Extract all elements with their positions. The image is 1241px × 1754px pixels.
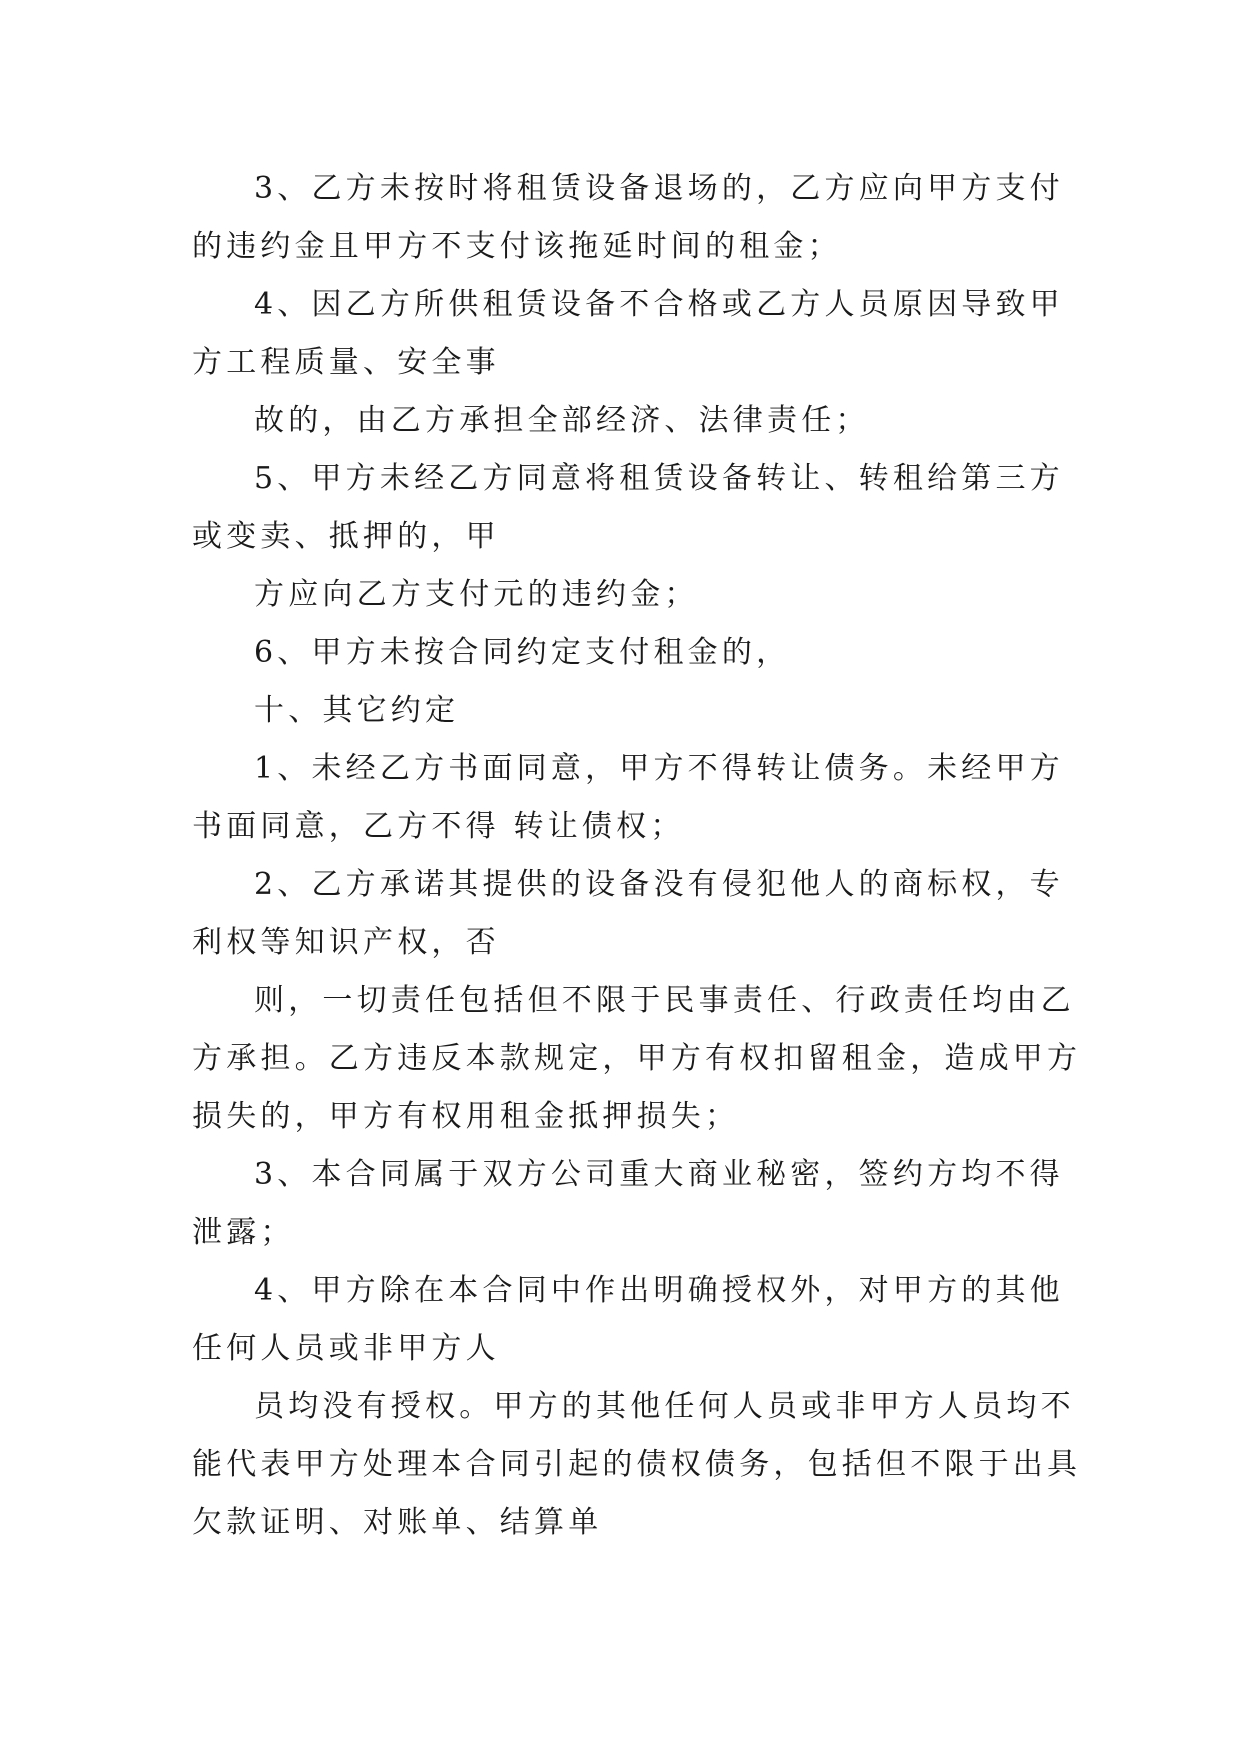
text-line: 的违约金且甲方不支付该拖延时间的租金；	[192, 229, 842, 264]
text-line: 方工程质量、安全事	[192, 345, 500, 380]
text-line: 4、甲方除在本合同中作出明确授权外，对甲方的其他	[254, 1273, 1064, 1308]
text-line: 书面同意，乙方不得 转让债权；	[192, 809, 685, 844]
text-line: 则，一切责任包括但不限于民事责任、行政责任均由乙	[254, 983, 1075, 1018]
text-line: 欠款证明、对账单、结算单	[192, 1505, 603, 1540]
text-line: 方承担。乙方违反本款规定，甲方有权扣留租金，造成甲方	[192, 1041, 1082, 1076]
text-line: 3、乙方未按时将租赁设备退场的，乙方应向甲方支付	[254, 171, 1064, 206]
text-line: 故的，由乙方承担全部经济、法律责任；	[254, 403, 870, 438]
text-line: 5、甲方未经乙方同意将租赁设备转让、转租给第三方	[254, 461, 1064, 496]
text-line: 损失的，甲方有权用租金抵押损失；	[192, 1099, 740, 1134]
text-line: 能代表甲方处理本合同引起的债权债务，包括但不限于出具	[192, 1447, 1082, 1482]
text-line: 泄露；	[192, 1215, 295, 1250]
document-body	[192, 160, 1082, 1552]
text-line: 1、未经乙方书面同意，甲方不得转让债务。未经甲方	[254, 751, 1064, 786]
text-line: 员均没有授权。甲方的其他任何人员或非甲方人员均不	[254, 1389, 1075, 1424]
text-line: 6、甲方未按合同约定支付租金的，	[254, 635, 791, 670]
text-line: 方应向乙方支付元的违约金；	[254, 577, 699, 612]
text-line: 利权等知识产权，否	[192, 925, 500, 960]
text-line: 4、因乙方所供租赁设备不合格或乙方人员原因导致甲	[254, 287, 1064, 322]
text-line: 2、乙方承诺其提供的设备没有侵犯他人的商标权，专	[254, 867, 1064, 902]
text-line: 或变卖、抵押的，甲	[192, 519, 500, 554]
text-line: 3、本合同属于双方公司重大商业秘密，签约方均不得	[254, 1157, 1064, 1192]
section-heading: 十、其它约定	[254, 693, 460, 728]
text-line: 任何人员或非甲方人	[192, 1331, 500, 1366]
